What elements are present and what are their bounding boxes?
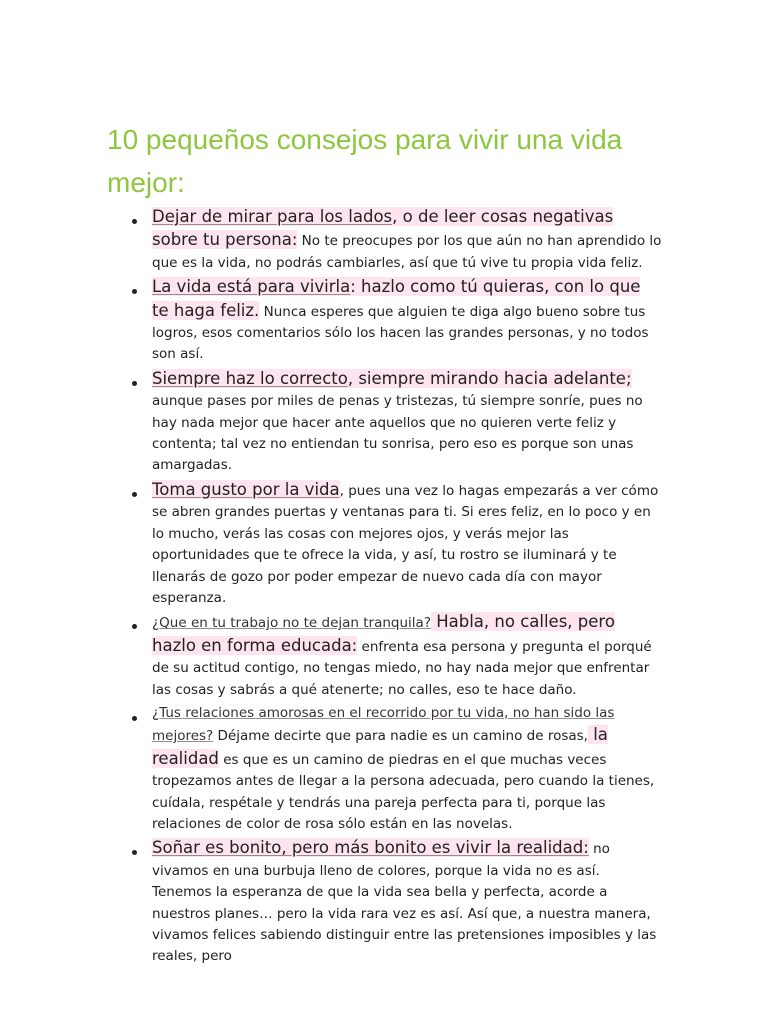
page-title: 10 pequeños consejos para vivir una vida mejor: (107, 124, 623, 198)
tip-link[interactable]: Dejar de mirar para los lados (152, 207, 393, 226)
tip-heading: , siempre mirando hacia adelante; (347, 368, 632, 388)
list-item (152, 368, 662, 477)
tip-link[interactable]: La vida está para vivirla (152, 277, 351, 297)
tip-highlight (152, 480, 340, 499)
tips-list (152, 206, 662, 970)
tip-link[interactable]: Toma gusto por la vida (152, 479, 340, 499)
tip-highlight (152, 838, 589, 857)
tip-link[interactable]: Soñar es bonito, pero más bonito es vivir la realidad: (152, 838, 589, 858)
list-item (152, 611, 662, 701)
tip-body: enfrenta esa persona y pregunta el porqué de su actitud contigo, no tengas miedo, no hay nada mejor que enfrentar las cosas y sabrás a qué atenerte; no calles, eso te hace daño. (152, 638, 652, 698)
tip-body: aunque pases por miles de penas y tristezas, tú siempre sonríe, pues no hay nada mejor que hacer ante aquellos que no quieren verte feliz y contenta; tal vez no entiendan tu sonrisa, pero eso es porque son unas amargadas. (152, 393, 643, 474)
tip-body: es que es un camino de piedras en el que muchas veces tropezamos antes de llegar a la persona adecuada, pero cuando la tienes, cuídala, respétale y tendrás una pareja perfecta para ti, porque las relaciones de color de rosa sólo están en las novelas. (152, 751, 655, 832)
list-item (152, 703, 662, 835)
list-item (152, 479, 662, 609)
tip-body: no vivamos en una burbuja lleno de colores, porque la vida no es así. Tenemos la esperanza de que la vida sea bella y perfecta, acorde a nuestros planes… pero la vida rara vez es así. Así que, a nuestra manera, vivamos felices sabiendo distinguir entre las pretensiones imposibles y las reales, pero (152, 841, 657, 965)
tip-heading: Habla, no calles, pero hazlo en forma educada: (152, 612, 615, 655)
tip-body: Nunca esperes que alguien te diga algo bueno sobre tus logros, esos comentarios sólo los hacen las grandes personas, y no todos son así. (152, 303, 649, 363)
list-item (152, 276, 662, 366)
list-item (152, 206, 662, 274)
tip-heading: : hazlo como tú quieras, con lo que te haga feliz. (152, 277, 641, 320)
tip-highlight (152, 369, 632, 388)
tip-question-link[interactable]: ¿Que en tu trabajo no te dejan tranquila? (152, 615, 431, 632)
tip-question-link[interactable]: ¿Tus relaciones amorosas en el recorrido por tu vida, no han sido las mejores? (152, 704, 615, 745)
tip-body-intro: Déjame decirte que para nadie es un camino de rosas, (213, 728, 588, 745)
tip-body: No te preocupes por los que aún no han aprendido lo que es la vida, no podrás cambiarles, así que tú vive tu propia vida feliz. (152, 233, 662, 271)
tip-heading: , o de leer cosas negativas sobre tu persona: (152, 207, 614, 250)
tip-body: , pues una vez lo hagas empezarás a ver cómo se abren grandes puertas y ventanas para ti. Si eres feliz, en lo poco y en lo mucho, verás las cosas con mejores ojos, y verás mejor las oportunidades que te ofrece la vida, y así, tu rostro se iluminará y te llenarás de gozo por poder empezar de nuevo cada día con mayor esperanza. (152, 482, 659, 606)
tip-highlight: la realidad (152, 725, 608, 768)
list-item (152, 837, 662, 967)
tip-link[interactable]: Siempre haz lo correcto (152, 368, 348, 388)
